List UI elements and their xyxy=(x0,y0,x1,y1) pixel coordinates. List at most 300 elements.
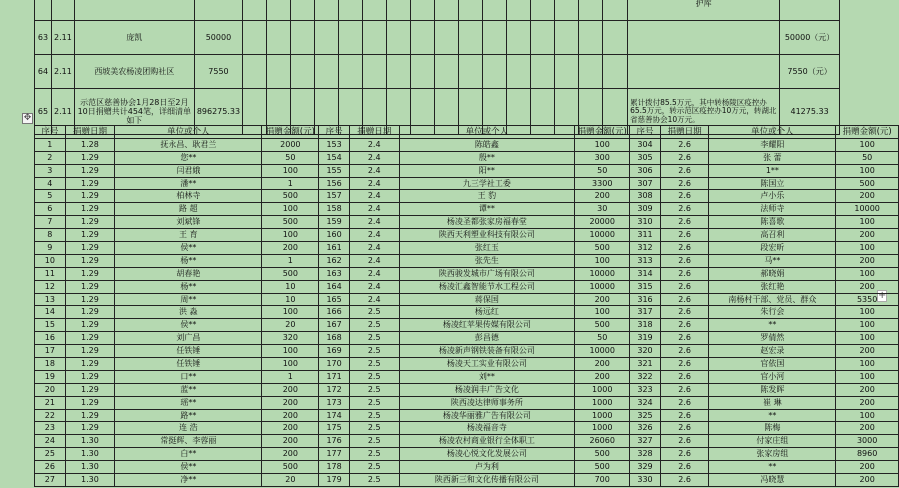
table-row xyxy=(35,383,899,396)
table-row xyxy=(35,229,899,242)
table-cell: 326 xyxy=(630,422,661,435)
table-cell: 2.6 xyxy=(660,345,709,358)
table-cell: 2.5 xyxy=(349,422,399,435)
table-row xyxy=(35,280,899,293)
table-cell: 2000 xyxy=(262,138,319,151)
table-cell: 18 xyxy=(35,358,66,371)
table-cell: 朱行会 xyxy=(709,306,836,319)
table-cell: 200 xyxy=(836,422,899,435)
table-cell: 200 xyxy=(262,396,319,409)
table-cell: 杨远红 xyxy=(399,306,575,319)
table-cell: 12 xyxy=(35,280,66,293)
table-cell: 1.29 xyxy=(65,280,115,293)
column-header: 捐赠日期 xyxy=(349,126,399,139)
table-cell: 杨凌润丰广告文化 xyxy=(399,383,575,396)
table-cell: 319 xyxy=(630,332,661,345)
column-header: 捐赠日期 xyxy=(660,126,709,139)
table-cell: 陈喜歌 xyxy=(709,216,836,229)
table-cell: 13 xyxy=(35,293,66,306)
summary-empty-cell xyxy=(603,55,628,89)
table-cell: 路 超 xyxy=(115,203,262,216)
table-cell: 彭昌德 xyxy=(399,332,575,345)
table-cell: 100 xyxy=(836,332,899,345)
table-move-handle-icon[interactable]: ✥ xyxy=(23,113,32,123)
table-cell: 20 xyxy=(35,383,66,396)
summary-cell-seq: 63 xyxy=(35,21,52,55)
table-cell: 陕西骏发城市广场有限公司 xyxy=(399,267,575,280)
table-cell: 164 xyxy=(319,280,350,293)
table-row xyxy=(35,332,899,345)
table-cell: 310 xyxy=(630,216,661,229)
table-cell: ** xyxy=(709,409,836,422)
table-cell: 1.29 xyxy=(65,319,115,332)
table-cell: 九三学社工委 xyxy=(399,177,575,190)
table-cell: 200 xyxy=(836,345,899,358)
table-row xyxy=(35,306,899,319)
table-cell: 25 xyxy=(35,448,66,461)
table-cell: 309 xyxy=(630,203,661,216)
table-cell: 李耀阳 xyxy=(709,138,836,151)
table-cell: 200 xyxy=(575,190,630,203)
table-cell: 176 xyxy=(319,435,350,448)
column-header: 单位或个人 xyxy=(115,126,262,139)
table-cell: 179 xyxy=(319,474,350,487)
table-cell: 23 xyxy=(35,422,66,435)
table-cell: 100 xyxy=(575,254,630,267)
table-cell: 500 xyxy=(575,448,630,461)
summary-empty-cell xyxy=(507,21,531,55)
summary-empty-cell xyxy=(315,21,339,55)
table-cell: 50 xyxy=(575,164,630,177)
table-cell: 2.6 xyxy=(660,229,709,242)
table-cell: 2.6 xyxy=(660,422,709,435)
table-cell: 170 xyxy=(319,358,350,371)
table-cell: 2.4 xyxy=(349,138,399,151)
table-cell: 200 xyxy=(262,422,319,435)
table-cell: 200 xyxy=(262,383,319,396)
table-cell: 100 xyxy=(575,306,630,319)
summary-cell-date: 2.11 xyxy=(52,89,75,135)
table-row xyxy=(35,370,899,383)
table-cell: 100 xyxy=(836,216,899,229)
table-row xyxy=(35,358,899,371)
summary-row xyxy=(35,55,840,89)
table-cell: 1.29 xyxy=(65,293,115,306)
table-cell: 21 xyxy=(35,396,66,409)
summary-empty-cell xyxy=(531,55,555,89)
table-cell: 净** xyxy=(115,474,262,487)
table-row xyxy=(35,254,899,267)
table-row xyxy=(35,319,899,332)
table-cell: 325 xyxy=(630,409,661,422)
table-cell: 315 xyxy=(630,280,661,293)
table-cell: 324 xyxy=(630,396,661,409)
table-cell: 306 xyxy=(630,164,661,177)
table-cell: 162 xyxy=(319,254,350,267)
table-cell: 2.6 xyxy=(660,435,709,448)
column-header: 序号 xyxy=(35,126,66,139)
summary-empty-cell xyxy=(531,21,555,55)
table-cell: 11 xyxy=(35,267,66,280)
summary-cell-seq: 64 xyxy=(35,55,52,89)
summary-cell-right: 7550（元） xyxy=(780,55,840,89)
table-cell: 胡春艳 xyxy=(115,267,262,280)
table-cell: 316 xyxy=(630,293,661,306)
summary-empty-cell xyxy=(291,21,315,55)
table-cell: 洪 淼 xyxy=(115,306,262,319)
table-cell: 官依国 xyxy=(709,358,836,371)
table-cell: 1.29 xyxy=(65,383,115,396)
table-cell: 王 豹 xyxy=(399,190,575,203)
table-cell: 1.28 xyxy=(65,138,115,151)
table-cell: 100 xyxy=(262,306,319,319)
table-cell: 17 xyxy=(35,345,66,358)
table-row xyxy=(35,190,899,203)
table-cell: 杨** xyxy=(115,254,262,267)
table-cell: 法师寺 xyxy=(709,203,836,216)
table-cell: 7 xyxy=(35,216,66,229)
table-cell: 322 xyxy=(630,370,661,383)
table-cell: 1.29 xyxy=(65,306,115,319)
summary-empty-cell xyxy=(387,21,411,55)
summary-empty-cell xyxy=(507,55,531,89)
table-cell: 王 育 xyxy=(115,229,262,242)
table-cell: 500 xyxy=(836,177,899,190)
table-cell: 26060 xyxy=(575,435,630,448)
table-cell: 200 xyxy=(836,383,899,396)
table-cell: 10000 xyxy=(575,280,630,293)
table-cell: 口** xyxy=(115,370,262,383)
table-cell: 陈梅 xyxy=(709,422,836,435)
table-cell: 20 xyxy=(262,319,319,332)
summary-cell-amount: 50000 xyxy=(194,21,242,55)
table-cell: 1.29 xyxy=(65,216,115,229)
add-column-icon[interactable]: + xyxy=(878,290,887,301)
table-cell: 抚永昌、耿君兰 xyxy=(115,138,262,151)
column-header: 捐赠金额(元) xyxy=(262,126,319,139)
table-cell: 175 xyxy=(319,422,350,435)
table-cell: 2.6 xyxy=(660,383,709,396)
table-cell: 10 xyxy=(262,280,319,293)
table-cell: 罗倩然 xyxy=(709,332,836,345)
table-cell: 100 xyxy=(262,358,319,371)
table-cell: 2.5 xyxy=(349,448,399,461)
table-cell: 10000 xyxy=(575,267,630,280)
table-cell: 杨凌天工实业有限公司 xyxy=(399,358,575,371)
table-cell: 2.4 xyxy=(349,151,399,164)
table-cell: 蒋保国 xyxy=(399,293,575,306)
table-cell: 高召利 xyxy=(709,229,836,242)
table-cell: 2.4 xyxy=(349,242,399,255)
table-cell: 311 xyxy=(630,229,661,242)
table-cell: 1.29 xyxy=(65,151,115,164)
table-cell: 317 xyxy=(630,306,661,319)
table-row xyxy=(35,138,899,151)
table-cell: 14 xyxy=(35,306,66,319)
table-cell: 161 xyxy=(319,242,350,255)
table-row xyxy=(35,345,899,358)
table-cell: 2.4 xyxy=(349,190,399,203)
table-cell: 500 xyxy=(262,190,319,203)
summary-empty-cell xyxy=(435,21,459,55)
table-cell: 500 xyxy=(262,267,319,280)
table-row xyxy=(35,216,899,229)
table-cell: 2.4 xyxy=(349,229,399,242)
table-cell: 杨凌华丽雅广告有限公司 xyxy=(399,409,575,422)
summary-cell-right: 50000（元） xyxy=(780,21,840,55)
table-cell: 1.30 xyxy=(65,474,115,487)
table-cell: 100 xyxy=(262,229,319,242)
table-cell: 张 蕾 xyxy=(709,151,836,164)
table-cell: 165 xyxy=(319,293,350,306)
table-cell: 157 xyxy=(319,190,350,203)
table-cell: 2 xyxy=(35,151,66,164)
table-cell: 1.29 xyxy=(65,396,115,409)
table-cell: 陈发晖 xyxy=(709,383,836,396)
table-cell: 1.29 xyxy=(65,254,115,267)
table-cell: 158 xyxy=(319,203,350,216)
table-cell: 8960 xyxy=(836,448,899,461)
table-cell: 连 浩 xyxy=(115,422,262,435)
table-cell: 1.29 xyxy=(65,177,115,190)
table-cell: 305 xyxy=(630,151,661,164)
table-cell: 15 xyxy=(35,319,66,332)
table-cell: 300 xyxy=(575,151,630,164)
table-cell: 陕西新三和文化传播有限公司 xyxy=(399,474,575,487)
table-cell: 100 xyxy=(575,138,630,151)
summary-cell-date: 2.11 xyxy=(52,21,75,55)
table-cell: 172 xyxy=(319,383,350,396)
table-cell: 2.4 xyxy=(349,203,399,216)
table-cell: 100 xyxy=(262,164,319,177)
table-cell: 任铁锤 xyxy=(115,358,262,371)
summary-empty-cell xyxy=(363,55,387,89)
summary-cell-donor: 示范区慈善协会1月28日至2月10日捐赠共计454笔，详细清单如下 xyxy=(74,89,194,135)
table-cell: 200 xyxy=(836,229,899,242)
table-cell: 2.4 xyxy=(349,164,399,177)
table-cell: 1.29 xyxy=(65,190,115,203)
column-header: 序号 xyxy=(319,126,350,139)
table-cell: 304 xyxy=(630,138,661,151)
table-cell: 冯晓慧 xyxy=(709,474,836,487)
table-cell: 100 xyxy=(262,345,319,358)
table-cell: 1.30 xyxy=(65,435,115,448)
table-cell: 2.6 xyxy=(660,396,709,409)
table-cell: 20 xyxy=(262,474,319,487)
table-cell: 陈国立 xyxy=(709,177,836,190)
table-cell: 付家庄组 xyxy=(709,435,836,448)
table-cell: 刘斌锋 xyxy=(115,216,262,229)
table-cell: 10000 xyxy=(836,203,899,216)
column-header: 捐赠金额(元) xyxy=(836,126,899,139)
table-cell: 312 xyxy=(630,242,661,255)
table-cell: 2.4 xyxy=(349,177,399,190)
table-cell: 2.5 xyxy=(349,461,399,474)
table-cell: 郝晓娟 xyxy=(709,267,836,280)
summary-cell-donor: 西坡美农杨凌团购社区 xyxy=(74,55,194,89)
column-header: 单位或个人 xyxy=(399,126,575,139)
table-cell: 1.29 xyxy=(65,345,115,358)
table-cell: 50 xyxy=(262,151,319,164)
table-cell: 307 xyxy=(630,177,661,190)
table-cell: 1.29 xyxy=(65,267,115,280)
table-cell: 1000 xyxy=(575,383,630,396)
column-header: 单位或个人 xyxy=(709,126,836,139)
table-cell: 100 xyxy=(836,138,899,151)
summary-cell-seq: 65 xyxy=(35,89,52,135)
table-cell: 张先生 xyxy=(399,254,575,267)
table-cell: 2.5 xyxy=(349,396,399,409)
table-cell: 50 xyxy=(575,332,630,345)
table-cell: 20000 xyxy=(575,216,630,229)
table-row xyxy=(35,435,899,448)
table-cell: 杨凌农村商业银行全体职工 xyxy=(399,435,575,448)
summary-empty-cell xyxy=(435,55,459,89)
table-row xyxy=(35,448,899,461)
table-cell: 杨凌新声钢铁装备有限公司 xyxy=(399,345,575,358)
table-cell: 1.30 xyxy=(65,448,115,461)
table-cell: 2.6 xyxy=(660,370,709,383)
table-cell: 166 xyxy=(319,306,350,319)
table-row xyxy=(35,422,899,435)
table-row xyxy=(35,177,899,190)
table-cell: 3300 xyxy=(575,177,630,190)
table-cell: 169 xyxy=(319,345,350,358)
table-cell: 陈皓鑫 xyxy=(399,138,575,151)
summary-empty-cell xyxy=(555,21,579,55)
table-row xyxy=(35,409,899,422)
table-row xyxy=(35,461,899,474)
column-header: 捐赠日期 xyxy=(65,126,115,139)
table-cell: 173 xyxy=(319,396,350,409)
table-cell: 100 xyxy=(836,409,899,422)
table-cell: 100 xyxy=(836,319,899,332)
table-cell: 26 xyxy=(35,461,66,474)
table-cell: 2.4 xyxy=(349,254,399,267)
table-cell: 24 xyxy=(35,435,66,448)
summary-empty-cell xyxy=(411,21,435,55)
table-row xyxy=(35,474,899,487)
table-cell: 100 xyxy=(836,306,899,319)
table-cell: 6 xyxy=(35,203,66,216)
table-cell: 174 xyxy=(319,409,350,422)
summary-cell-donor: 庞凯 xyxy=(74,21,194,55)
table-cell: 常挺辉、李蓉丽 xyxy=(115,435,262,448)
table-row xyxy=(35,396,899,409)
table-cell: 阳** xyxy=(399,164,575,177)
summary-empty-cell xyxy=(339,55,363,89)
table-cell: 2.6 xyxy=(660,138,709,151)
table-cell: 2.5 xyxy=(349,409,399,422)
table-cell: 官小河 xyxy=(709,370,836,383)
summary-empty-cell xyxy=(387,55,411,89)
table-cell: 2.6 xyxy=(660,358,709,371)
table-row xyxy=(35,164,899,177)
table-cell: 1 xyxy=(35,138,66,151)
table-cell: 200 xyxy=(575,370,630,383)
summary-empty-cell xyxy=(267,21,291,55)
summary-empty-cell xyxy=(579,21,603,55)
table-cell: 16 xyxy=(35,332,66,345)
table-cell: 2.6 xyxy=(660,474,709,487)
table-cell: 1 xyxy=(262,370,319,383)
table-row xyxy=(35,267,899,280)
summary-cell-amount: 7550 xyxy=(194,55,242,89)
table-cell: 320 xyxy=(262,332,319,345)
table-cell: 330 xyxy=(630,474,661,487)
table-cell: 163 xyxy=(319,267,350,280)
table-row xyxy=(35,293,899,306)
table-cell: 赵宏录 xyxy=(709,345,836,358)
summary-empty-cell xyxy=(483,55,507,89)
summary-empty-cell xyxy=(603,21,628,55)
summary-empty-cell xyxy=(363,21,387,55)
summary-empty-cell xyxy=(243,55,267,89)
table-cell: 159 xyxy=(319,216,350,229)
table-cell: 路** xyxy=(115,409,262,422)
table-cell: 2.6 xyxy=(660,306,709,319)
table-cell: ** xyxy=(709,461,836,474)
table-cell: 171 xyxy=(319,370,350,383)
table-cell: 100 xyxy=(836,267,899,280)
table-cell: 327 xyxy=(630,435,661,448)
table-cell: 1.29 xyxy=(65,422,115,435)
table-cell: 1.30 xyxy=(65,461,115,474)
table-cell: 马** xyxy=(709,254,836,267)
table-cell: 27 xyxy=(35,474,66,487)
table-cell: 5350 xyxy=(836,293,899,306)
table-row xyxy=(35,203,899,216)
table-cell: 200 xyxy=(836,190,899,203)
table-cell: 2.6 xyxy=(660,461,709,474)
table-cell: 2.5 xyxy=(349,345,399,358)
summary-empty-cell xyxy=(459,21,483,55)
table-cell: 8 xyxy=(35,229,66,242)
table-cell: 3 xyxy=(35,164,66,177)
table-cell: 500 xyxy=(262,216,319,229)
table-cell: 2.6 xyxy=(660,254,709,267)
table-cell: 323 xyxy=(630,383,661,396)
table-cell: 1.29 xyxy=(65,229,115,242)
table-cell: 200 xyxy=(836,396,899,409)
table-cell: 1** xyxy=(709,164,836,177)
table-cell: 308 xyxy=(630,190,661,203)
table-cell: 100 xyxy=(836,370,899,383)
table-cell: 155 xyxy=(319,164,350,177)
table-cell: 200 xyxy=(262,448,319,461)
table-cell: 1 xyxy=(262,254,319,267)
table-cell: 柏林寺 xyxy=(115,190,262,203)
table-cell: 杨凌福音寺 xyxy=(399,422,575,435)
summary-empty-cell xyxy=(579,55,603,89)
table-cell: 100 xyxy=(262,203,319,216)
table-cell: 杨凌圣都张家房福春堂 xyxy=(399,216,575,229)
table-cell: 1.29 xyxy=(65,370,115,383)
table-cell: 任铁锤 xyxy=(115,345,262,358)
table-cell: 张家房组 xyxy=(709,448,836,461)
table-cell: 杨凌心悦文化发展公司 xyxy=(399,448,575,461)
table-cell: 329 xyxy=(630,461,661,474)
table-cell: 500 xyxy=(262,461,319,474)
summary-empty-cell xyxy=(291,55,315,89)
table-cell: 卢小乐 xyxy=(709,190,836,203)
table-cell: 314 xyxy=(630,267,661,280)
table-cell: 2.4 xyxy=(349,280,399,293)
table-cell: 160 xyxy=(319,229,350,242)
table-cell: 2.6 xyxy=(660,190,709,203)
table-cell: 1000 xyxy=(575,409,630,422)
table-cell: 2.6 xyxy=(660,293,709,306)
